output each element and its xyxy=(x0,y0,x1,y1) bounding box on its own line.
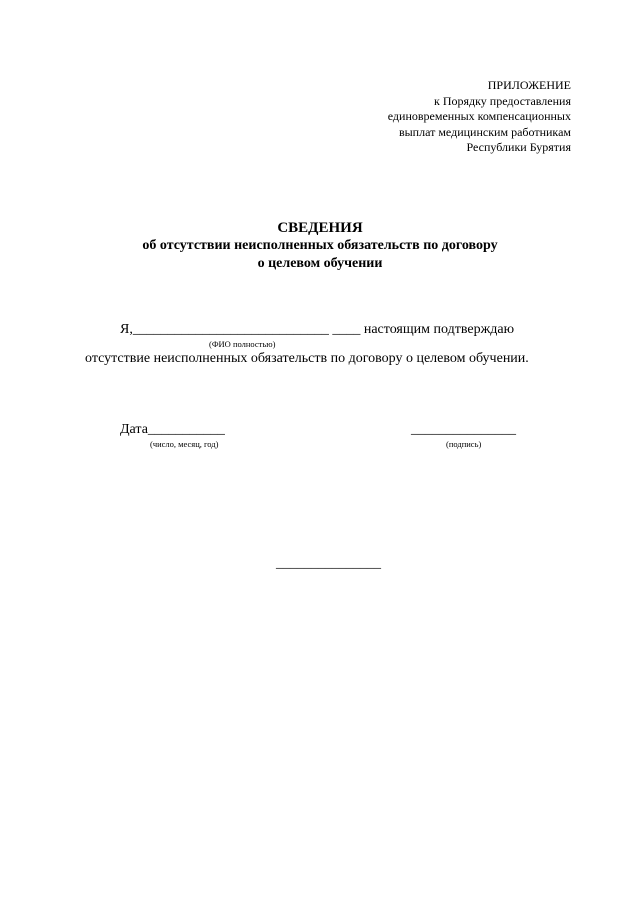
title-heading: СВЕДЕНИЯ xyxy=(277,220,363,236)
appendix-title: ПРИЛОЖЕНИЕ xyxy=(487,78,571,92)
title-subline: об отсутствии неисполненных обязательств по договору xyxy=(142,238,498,253)
appendix-line: Республики Бурятия xyxy=(466,140,571,154)
statement-line-2: отсутствие неисполненных обязательств по договору о целевом обучении. xyxy=(85,351,529,366)
date-field: Дата___________ xyxy=(120,422,225,437)
document-title xyxy=(0,219,640,273)
date-caption: (число, месяц, год) xyxy=(150,439,219,449)
appendix-line: выплат медицинским работникам xyxy=(398,124,571,139)
signature-field: _______________ xyxy=(411,422,516,437)
title-subline: о целевом обучении xyxy=(257,256,383,271)
appendix-block xyxy=(388,78,571,156)
statement-line-1: Я,____________________________ ____ настоящим подтверждаю xyxy=(120,322,515,337)
fio-caption: (ФИО полностью) xyxy=(209,339,276,349)
appendix-line: единовременных компенсационных xyxy=(387,109,571,123)
appendix-line: к Порядку предоставления xyxy=(433,93,571,108)
signature-caption: (подпись) xyxy=(446,439,482,449)
bottom-separator: _______________ xyxy=(276,556,381,571)
